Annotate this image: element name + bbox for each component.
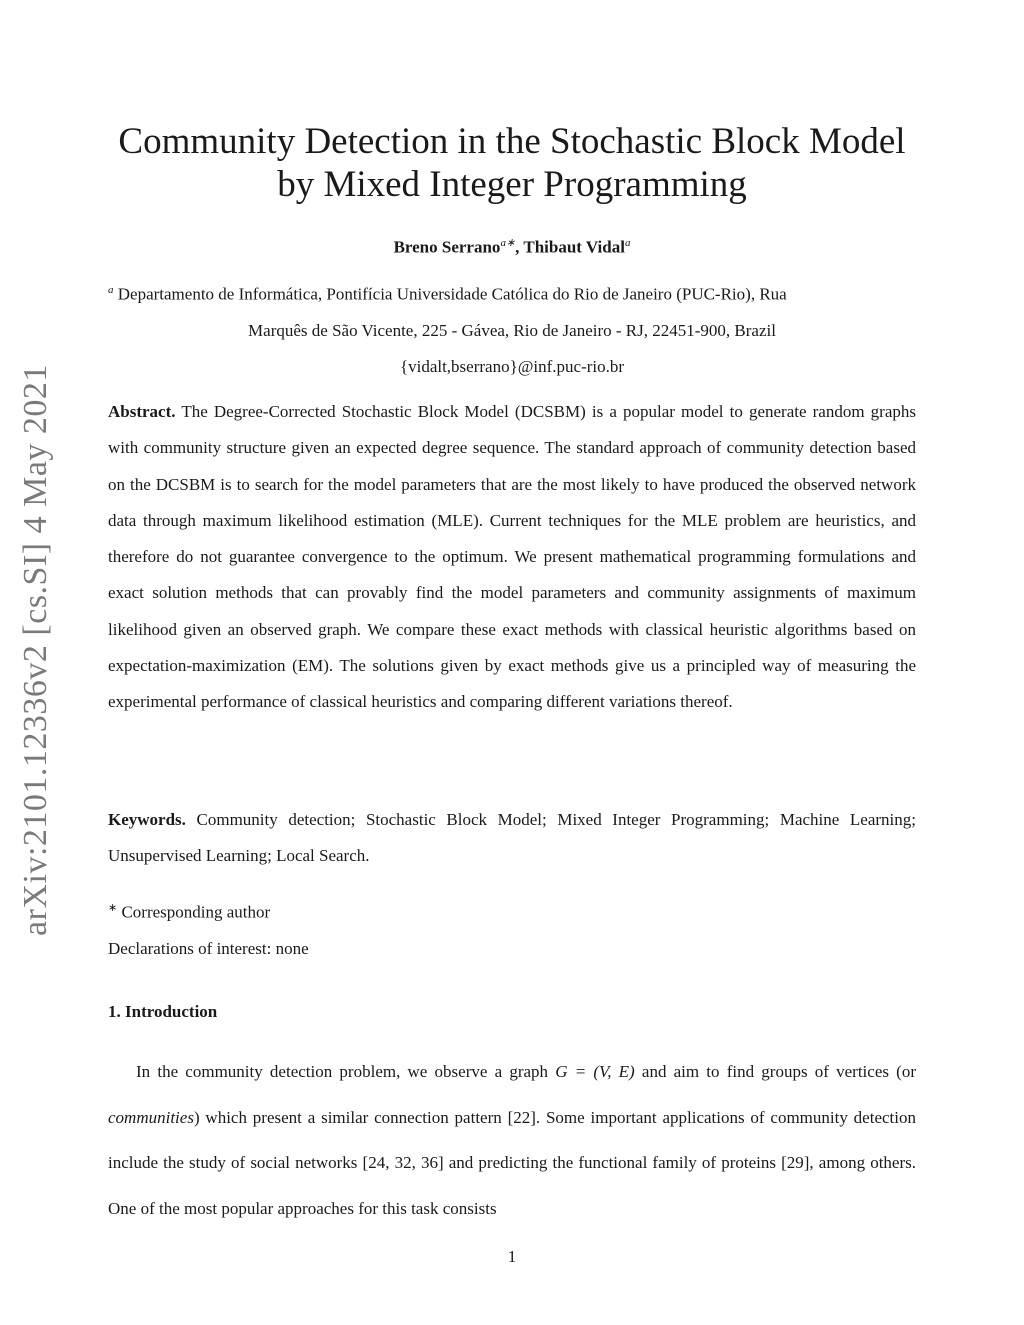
corresponding-marker: ∗: [108, 902, 118, 914]
abstract-label: Abstract.: [108, 402, 176, 421]
affiliation-line-2: Marquês de São Vicente, 225 - Gávea, Rio de Janeiro - RJ, 22451-900, Brazil: [248, 320, 776, 340]
introduction-paragraph: [108, 1049, 916, 1231]
keywords-text: Community detection; Stochastic Block Model; Mixed Integer Programming; Machine Learning; Unsupervised Learning; Local Search.: [108, 810, 916, 866]
affiliation-line-1: [108, 272, 916, 313]
title-line-1: Community Detection in the Stochastic Block Model: [118, 121, 906, 162]
affiliation-block: [108, 272, 916, 385]
author-separator: ,: [515, 237, 524, 257]
author-name: Thibaut Vidal: [523, 237, 625, 257]
intro-text-1: In the community detection problem, we observe a graph: [136, 1062, 556, 1081]
title-line-2: by Mixed Integer Programming: [277, 164, 747, 205]
affiliation-marker: a: [108, 284, 114, 296]
paper-title: [100, 120, 924, 206]
page-number: 1: [507, 1247, 517, 1266]
author-email: {vidalt,bserrano}@inf.puc-rio.br: [399, 356, 625, 376]
arxiv-stamp: [6, 364, 66, 936]
intro-math: G = (V, E): [555, 1062, 635, 1081]
abstract: [108, 394, 916, 721]
intro-text-2: and aim to find groups of vertices (or: [634, 1062, 916, 1081]
section-heading: 1. Introduction: [108, 1002, 218, 1021]
author-affiliation-marker: a∗: [500, 237, 516, 249]
intro-emphasis: communities: [108, 1107, 194, 1127]
abstract-text: The Degree-Corrected Stochastic Block Model (DCSBM) is a popular model to generate random graphs with community structure given an expected degree sequence. The standard approach of community detection based on the DCSBM is to search for the model parameters that are the most likely to have produced the observed network data through maximum likelihood estimation (MLE). Current techniques for the MLE problem are heuristics, and therefore do not guarantee convergence to the optimum. We present mathematical programming formulations and exact solution methods that can provably find the model parameters and community assignments of maximum likelihood given an observed graph. We compare these exact methods with classical heuristic algorithms based on expectation-maximization (EM). The solutions given by exact methods give us a principled way of measuring the experimental performance of classical heuristics and comparing different variations thereof.: [108, 402, 916, 712]
intro-text-3: ) which present a similar connection pattern [22]. Some important applications of community detection include the study of social networks [24, 32, 36] and predicting the functional family of proteins [29], among others. One of the most popular approaches for this task consists: [108, 1107, 916, 1218]
arxiv-identifier: arXiv:2101.12336v2 [cs.SI] 4 May 2021: [17, 364, 55, 936]
author-affiliation-marker: a: [624, 237, 631, 249]
affiliation-text-1: Departamento de Informática, Pontifícia Universidade Católica do Rio de Janeiro (PUC-Rio), Rua: [113, 284, 787, 304]
declarations-note: Declarations of interest: none: [108, 938, 309, 958]
keywords: [108, 802, 916, 875]
author-list: [100, 236, 924, 258]
author-name: Breno Serrano: [393, 237, 501, 257]
keywords-label: Keywords.: [108, 810, 186, 829]
corresponding-author-note: [108, 890, 916, 931]
footnotes: [108, 890, 916, 967]
corresponding-author-text: Corresponding author: [117, 902, 271, 922]
